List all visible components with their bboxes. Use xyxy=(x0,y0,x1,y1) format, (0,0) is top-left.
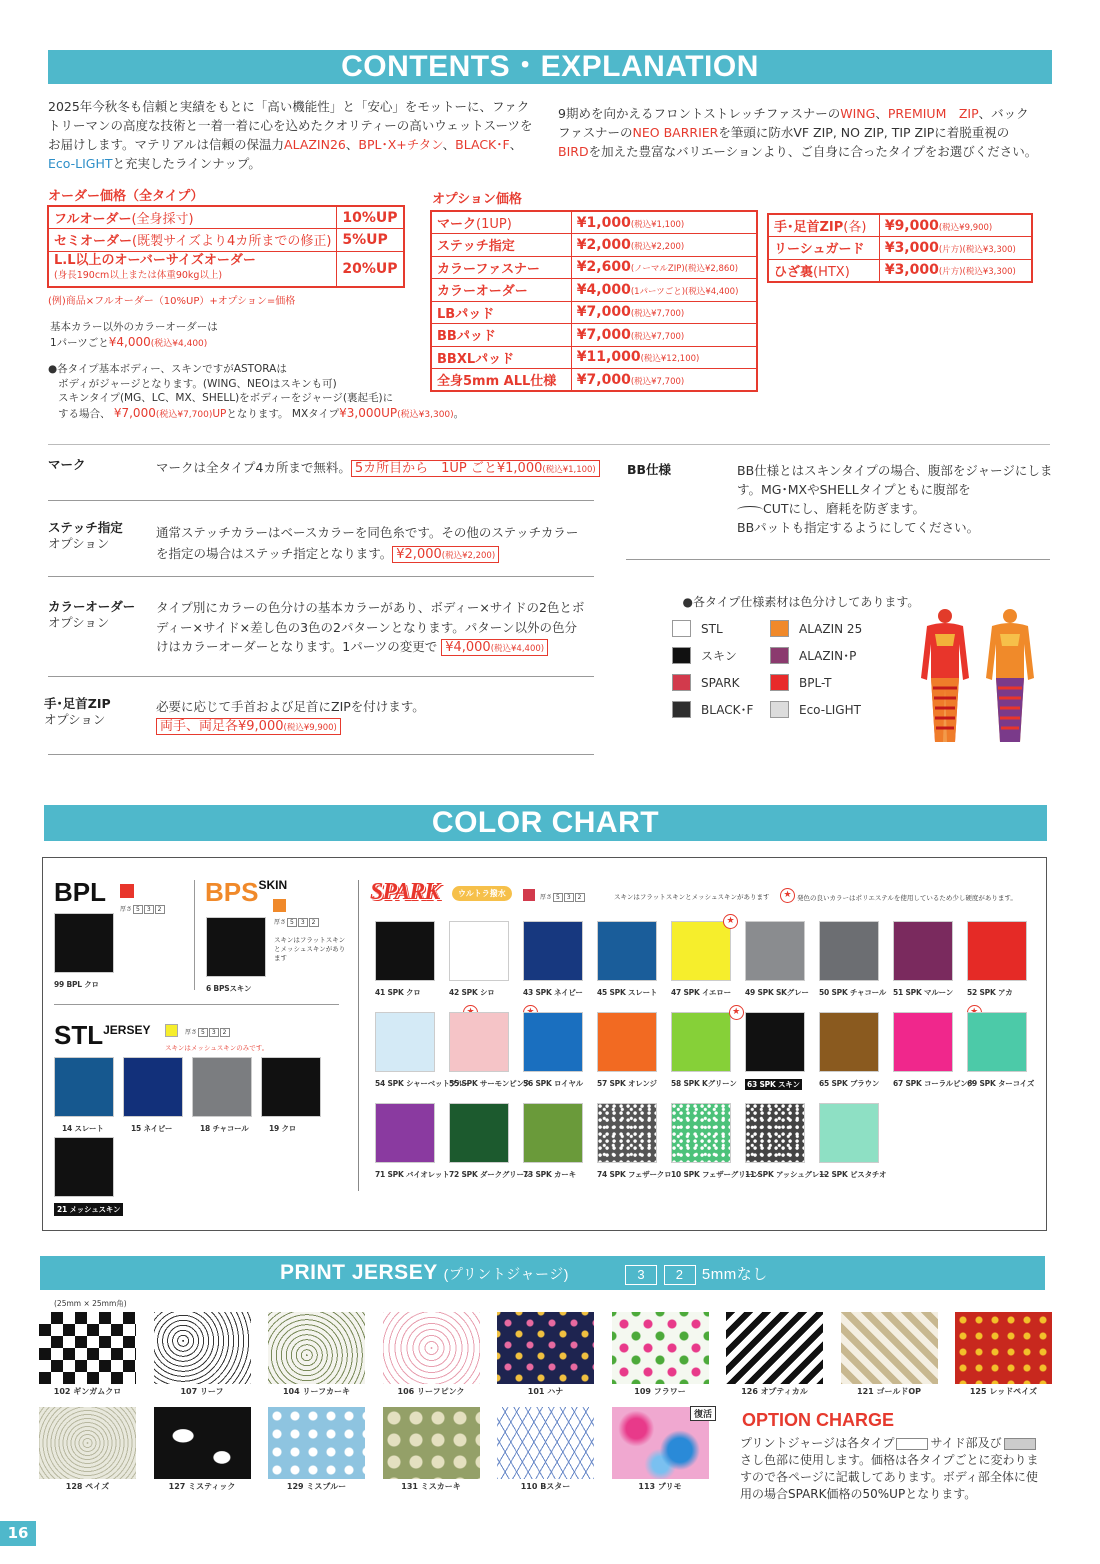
stl-swatch[interactable]: 18 チャコール xyxy=(192,1057,252,1134)
spark-thickness: 厚さ 5 3 2 xyxy=(540,892,585,902)
order-bullet: ●各タイプ基本ボディー、スキンですがASTORAは ボディがジャージとなります。(WING、NEOはスキンも可) スキンタイプ(MG、LC、MX、SHELL)をボディーをジャージ(裏起毛)に する場合、 ¥7,000(税込¥7,700)UPとなります。 MXタイプ¥3,000UP(税込¥3,300)。 xyxy=(48,363,465,420)
spark-swatch[interactable]: 55 SPK サーモンピンク xyxy=(449,1012,531,1089)
intro-left xyxy=(48,97,538,173)
legend-swatch xyxy=(672,701,691,718)
material-bpl: BPL･X+チタン xyxy=(358,137,443,152)
order-row: L.L以上のオーバーサイズオーダー (身長190cm以上または体重90kg以上) 20%UP xyxy=(48,251,404,287)
swatch-color xyxy=(745,1012,805,1072)
spark-badge: ウルトラ撥水 xyxy=(452,886,512,901)
stitch-sub: オプション xyxy=(48,536,110,551)
material-ecolight: Eco-LIGHT xyxy=(48,156,113,171)
color-chart-banner: COLOR CHART xyxy=(44,805,1047,841)
material-alazin: ALAZIN26 xyxy=(284,137,346,152)
spark-color-mark xyxy=(523,889,535,901)
option-row: リーシュガード ¥3,000(片方)(税込¥3,300) xyxy=(768,237,1032,260)
swatch-color xyxy=(671,1012,731,1072)
bpl-thickness: 厚さ 5 3 2 xyxy=(120,904,165,914)
print-swatch[interactable]: 125 レッドペイズ xyxy=(955,1312,1052,1397)
color-title: カラーオーダー xyxy=(48,599,136,614)
option-row: カラーオーダー ¥4,000(1パーツごと)(税込¥4,400) xyxy=(431,279,757,302)
cut-arc-icon xyxy=(737,506,763,514)
legend-swatch xyxy=(672,674,691,691)
stl-swatch[interactable]: 15 ネイビー xyxy=(123,1057,183,1134)
swatch-color xyxy=(523,1103,583,1163)
spark-swatch[interactable]: 45 SPK スレート xyxy=(597,921,657,998)
swatch-color xyxy=(375,921,435,981)
spark-swatch[interactable]: 72 SPK ダークグリーン xyxy=(449,1103,531,1180)
swatch-color xyxy=(449,1103,509,1163)
star-icon: ★ xyxy=(729,1005,744,1020)
order-example: (例)商品×フルオーダー（10%UP）+オプション=価格 xyxy=(48,296,296,307)
legend-item: スキン xyxy=(672,647,737,664)
print-swatch[interactable]: 101 ハナ xyxy=(497,1312,594,1397)
legend-item: Eco-LIGHT xyxy=(770,701,861,718)
spark-swatch[interactable]: 63 SPK スキン xyxy=(745,1012,805,1091)
print-pattern xyxy=(268,1312,365,1384)
spark-swatch[interactable]: 57 SPK オレンジ xyxy=(597,1012,657,1089)
swatch-color xyxy=(54,1057,114,1117)
print-pattern xyxy=(841,1312,938,1384)
swatch-color xyxy=(819,1012,879,1072)
print-pattern xyxy=(39,1312,136,1384)
option-heading: オプション価格 xyxy=(432,192,522,207)
swatch-color xyxy=(449,1012,509,1072)
spark-swatch[interactable]: 54 SPK シャーベットブルー xyxy=(375,1012,471,1089)
option-table xyxy=(430,210,758,392)
intro-left-line2: トリーマンの高度な技術と一着一着に心を込めたクオリティーの高いウェットスーツを xyxy=(48,118,533,133)
star-icon: ★ xyxy=(723,914,738,929)
intro-left-line3: お届けします。マテリアルは信頼の保温力ALAZIN26、BPL･X+チタン、BLACK･F、 xyxy=(48,137,523,152)
print-pattern xyxy=(497,1407,594,1479)
print-swatch[interactable]: 131 ミスカーキ xyxy=(383,1407,480,1492)
intro-right xyxy=(558,104,1058,161)
stl-swatch[interactable]: 19 クロ xyxy=(261,1057,321,1134)
spark-swatch[interactable]: 49 SPK SKグレー xyxy=(745,921,809,998)
option-row: 手･足首ZIP(各) ¥9,000(税込¥9,900) xyxy=(768,214,1032,237)
print-swatch[interactable]: 106 リーフピンク xyxy=(383,1312,480,1397)
swatch-color xyxy=(192,1057,252,1117)
legend-swatch xyxy=(770,620,789,637)
divider xyxy=(626,559,1050,560)
color-text: タイプ別にカラーの色分けの基本カラーがあり、ボディー×サイドの2色とボ ディー×サイド×差し色の3色の2パターンとなります。パターン以外の色分 けはカラーオーダーとなります。1パーツの変更で ¥4,000(税込¥4,400) xyxy=(156,600,585,655)
option-table-2 xyxy=(767,213,1033,283)
bps-color-mark xyxy=(273,899,286,912)
color-price-box: ¥4,000(税込¥4,400) xyxy=(441,639,548,656)
spark-swatch[interactable]: 11 SPK アッシュグレー xyxy=(745,1103,826,1180)
spark-swatch[interactable]: 71 SPK バイオレット xyxy=(375,1103,449,1180)
swatch-color xyxy=(597,1012,657,1072)
spark-swatch[interactable]: 73 SPK カーキ xyxy=(523,1103,583,1180)
stl-swatch[interactable]: 14 スレート xyxy=(54,1057,114,1134)
print-pattern xyxy=(383,1407,480,1479)
swatch-color xyxy=(123,1057,183,1117)
spark-swatch[interactable]: 42 SPK シロ xyxy=(449,921,509,998)
legend-swatch xyxy=(770,674,789,691)
bpl-color-mark xyxy=(120,884,134,898)
contents-banner: CONTENTS・EXPLANATION xyxy=(48,50,1052,84)
print-swatch[interactable]: 113 ブリモ xyxy=(612,1407,709,1492)
legend-swatch xyxy=(770,647,789,664)
spark-swatch[interactable]: 47 SPK イエロー ★ xyxy=(671,921,731,998)
print-size-note: (25mm × 25mm角) xyxy=(54,1299,127,1308)
swatch-color xyxy=(671,1103,731,1163)
swatch-color xyxy=(745,921,805,981)
spark-note1: スキンはフラットスキンとメッシュスキンがあります xyxy=(614,893,770,901)
wetsuit-orange xyxy=(986,609,1034,742)
option-charge-title: OPTION CHARGE xyxy=(742,1410,895,1430)
legend-item: ALAZIN･P xyxy=(770,647,856,664)
order-note: 基本カラー以外のカラーオーダーは 1パーツごと¥4,000(税込¥4,400) xyxy=(50,321,218,349)
stl-color-mark xyxy=(165,1024,178,1037)
swatch-color xyxy=(967,1012,1027,1072)
swatch-color xyxy=(54,1137,114,1197)
zip-text: 必要に応じて手首および足首にZIPを付けます。 両手、両足各¥9,000(税込¥9,900) xyxy=(156,699,425,734)
mark-price-box: 5カ所目から 1UP ごと¥1,000(税込¥1,100) xyxy=(351,460,600,477)
spark-logo: SPARK xyxy=(370,879,440,905)
swatch-color xyxy=(967,921,1027,981)
spark-star-legend: ★ xyxy=(780,888,795,903)
swatch-color xyxy=(375,1103,435,1163)
intro-left-line4: Eco-LIGHTと充実したラインナップ。 xyxy=(48,156,261,171)
bb-text: BB仕様とはスキンタイプの場合、腹部をジャージにしま す。MG･MXやSHELLタイプともに腹部を CUTにし、磨耗を防ぎます。 BBパットも指定するようにしてください。 xyxy=(737,463,1053,535)
option-row: BBパッド ¥7,000(税込¥7,700) xyxy=(431,324,757,347)
spark-swatch[interactable]: 69 SPK ターコイズ xyxy=(967,1012,1034,1089)
stl-swatch[interactable]: 21 メッシュスキン xyxy=(54,1137,123,1216)
spark-swatch[interactable]: 52 SPK アカ xyxy=(967,921,1027,998)
option-row: マーク(1UP) ¥1,000(税込¥1,100) xyxy=(431,211,757,234)
spark-note2: 発色の良いカラーはポリエステルを使用しているため少し硬度があります。 xyxy=(797,894,1017,902)
print-swatch[interactable]: 127 ミスティック xyxy=(154,1407,251,1492)
order-row: フルオーダー(全身採寸) 10%UP xyxy=(48,206,404,229)
intro-left-line1: 2025年今秋冬も信頼と実績をもとに「高い機能性」と「安心」をモットーに、ファク xyxy=(48,99,530,114)
swatch-color xyxy=(523,921,583,981)
print-swatch[interactable]: 102 ギンガムクロ xyxy=(39,1312,136,1397)
legend-item: BLACK･F xyxy=(672,701,753,718)
color-chart-divider xyxy=(358,880,359,1191)
mark-text: マークは全タイプ4カ所まで無料。 5カ所目から 1UP ごと¥1,000(税込¥1,100) xyxy=(156,457,600,476)
divider xyxy=(48,500,594,501)
zip-sub: オプション xyxy=(44,712,106,727)
order-heading: オーダー価格（全タイプ） xyxy=(48,189,204,204)
swatch-color xyxy=(261,1057,321,1117)
intro-right-line2: ファスナーのNEO BARRIERを筆頭に防水VF ZIP, NO ZIP, TIP ZIPに着脱重視の xyxy=(558,125,1010,140)
wetsuit-red xyxy=(921,609,969,742)
swatch-color xyxy=(54,913,114,973)
swatch-6[interactable]: 6 BPSスキン xyxy=(206,917,266,994)
legend-swatch xyxy=(770,701,789,718)
materials-heading: ●各タイプ仕様素材は色分けしてあります。 xyxy=(672,593,919,610)
print-jersey-banner xyxy=(40,1256,1045,1290)
swatch-color xyxy=(597,921,657,981)
print-pattern xyxy=(612,1312,709,1384)
revival-badge: 復活 xyxy=(690,1406,716,1421)
option-row: ひざ裏(HTX) ¥3,000(片方)(税込¥3,300) xyxy=(768,259,1032,282)
swatch-color xyxy=(671,921,731,981)
spark-swatch[interactable]: 10 SPK フェザーグリーン xyxy=(671,1103,760,1180)
spark-swatch[interactable]: 50 SPK チャコール xyxy=(819,921,886,998)
swatch-color xyxy=(523,1012,583,1072)
swatch-color xyxy=(206,917,266,977)
option-row: BBXLパッド ¥11,000(税込¥12,100) xyxy=(431,346,757,369)
print-pattern xyxy=(955,1312,1052,1384)
print-pattern xyxy=(39,1407,136,1479)
option-row: ステッチ指定 ¥2,000(税込¥2,200) xyxy=(431,234,757,257)
color-sub: オプション xyxy=(48,615,110,630)
stitch-price-box: ¥2,000(税込¥2,200) xyxy=(392,546,499,563)
legend-item: BPL-T xyxy=(770,674,832,691)
stitch-title: ステッチ指定 xyxy=(48,520,123,535)
print-jersey-title: PRINT JERSEY xyxy=(280,1261,438,1284)
bps-note: スキンはフラットスキンとメッシュスキンがあります xyxy=(274,936,346,962)
swatch-color xyxy=(597,1103,657,1163)
legend-swatch xyxy=(672,620,691,637)
print-pattern xyxy=(383,1312,480,1384)
option-row: LBパッド ¥7,000(税込¥7,700) xyxy=(431,301,757,324)
legend-item: SPARK xyxy=(672,674,740,691)
bps-thickness: 厚さ 5 3 2 xyxy=(274,917,319,927)
swatch-color xyxy=(449,921,509,981)
print-swatch[interactable]: 107 リーフ xyxy=(154,1312,251,1397)
stl-title: $STL^{JERSEY}$ xyxy=(54,1020,151,1050)
swatch-color xyxy=(893,1012,953,1072)
spark-swatch[interactable]: 43 SPK ネイビー xyxy=(523,921,583,998)
spark-swatch[interactable]: 41 SPK クロ xyxy=(375,921,435,998)
divider xyxy=(48,576,594,577)
option-row: 全身5mm ALL仕様 ¥7,000(税込¥7,700) xyxy=(431,369,757,392)
print-jersey-sub: (プリントジャージ) xyxy=(443,1266,569,1282)
side-swatch-white xyxy=(896,1438,928,1450)
divider xyxy=(194,880,195,990)
print-swatch[interactable]: 121 ゴールドOP xyxy=(841,1312,938,1397)
accent-swatch-gray xyxy=(1004,1438,1036,1450)
zip-title: 手･足首ZIP xyxy=(44,696,111,711)
print-pattern xyxy=(726,1312,823,1384)
stitch-text: 通常ステッチカラーはベースカラーを同色糸です。その他のステッチカラー を指定の場合はステッチ指定となります。 ¥2,000(税込¥2,200) xyxy=(156,525,579,562)
print-swatch[interactable]: 104 リーフカーキ xyxy=(268,1312,365,1397)
option-charge-text: プリントジャージは各タイプ サイド部及び さし色部に使用します。価格は各タイプごとに変わりま すので各ページに記載してあります。ボディ部全体に使 用の場合SPARK価格の50%UPとなります。 xyxy=(740,1436,1039,1501)
divider xyxy=(54,1004,339,1005)
spark-swatch[interactable]: 12 SPK ピスタチオ xyxy=(819,1103,886,1180)
print-swatch[interactable]: 126 オプティカル xyxy=(726,1312,823,1397)
legend-item: ALAZIN 25 xyxy=(770,620,862,637)
spark-swatch[interactable]: 67 SPK コーラルピンク xyxy=(893,1012,975,1089)
material-blackf: BLACK･F xyxy=(455,137,510,152)
spark-swatch[interactable]: 58 SPK Kグリーン ★ xyxy=(671,1012,737,1089)
legend-item: STL xyxy=(672,620,723,637)
thickness-2: 2 xyxy=(664,1265,696,1285)
print-swatch[interactable]: 128 ペイズ xyxy=(39,1407,136,1492)
intro-right-line3: BIRDを加えた豊富なバリエーションより、ご自身に合ったタイプをお選びください。 xyxy=(558,144,1038,159)
swatch-color xyxy=(375,1012,435,1072)
intro-right-line1: 9期めを向かえるフロントストレッチファスナーのWING、PREMIUM ZIP、バック xyxy=(558,106,1029,121)
thickness-note: 5mmなし xyxy=(701,1266,768,1283)
divider xyxy=(48,444,1050,445)
print-pattern xyxy=(268,1407,365,1479)
zip-price-box: 両手、両足各¥9,000(税込¥9,900) xyxy=(156,718,341,735)
spark-swatch[interactable]: 56 SPK ロイヤル xyxy=(523,1012,583,1089)
wetsuit-illustrations xyxy=(905,608,1053,748)
order-table xyxy=(47,205,405,288)
page-number: 16 xyxy=(0,1521,36,1546)
bps-title: $BPS^{SKIN}$ xyxy=(205,877,288,907)
swatch-color xyxy=(819,1103,879,1163)
spark-swatch[interactable]: 74 SPK フェザークロ xyxy=(597,1103,671,1180)
swatch-color xyxy=(819,921,879,981)
legend-swatch xyxy=(672,647,691,664)
print-pattern xyxy=(154,1312,251,1384)
print-pattern xyxy=(154,1407,251,1479)
stl-thickness: 厚さ 5 3 2 xyxy=(185,1027,230,1037)
spark-swatch[interactable]: 65 SPK ブラウン xyxy=(819,1012,879,1089)
divider xyxy=(48,676,594,677)
spark-swatch[interactable]: 51 SPK マルーン xyxy=(893,921,953,998)
print-swatch[interactable]: 110 Bスター xyxy=(497,1407,594,1492)
bb-title: BB仕様 xyxy=(627,462,672,477)
swatch-color xyxy=(893,921,953,981)
swatch-99[interactable]: 99 BPL クロ xyxy=(54,913,114,990)
option-row: カラーファスナー ¥2,600(ノーマルZIP)(税込¥2,860) xyxy=(431,256,757,279)
print-swatch[interactable]: 109 フラワー xyxy=(612,1312,709,1397)
swatch-color xyxy=(745,1103,805,1163)
order-row: セミオーダー(既製サイズより4カ所までの修正) 5%UP xyxy=(48,229,404,252)
print-pattern xyxy=(497,1312,594,1384)
bpl-title: BPL xyxy=(54,877,106,907)
stl-note: スキンはメッシュスキンのみです。 xyxy=(165,1044,269,1052)
mark-title: マーク xyxy=(48,457,86,472)
thickness-3: 3 xyxy=(625,1265,657,1285)
print-swatch[interactable]: 129 ミスブルー xyxy=(268,1407,365,1492)
divider xyxy=(48,754,594,755)
